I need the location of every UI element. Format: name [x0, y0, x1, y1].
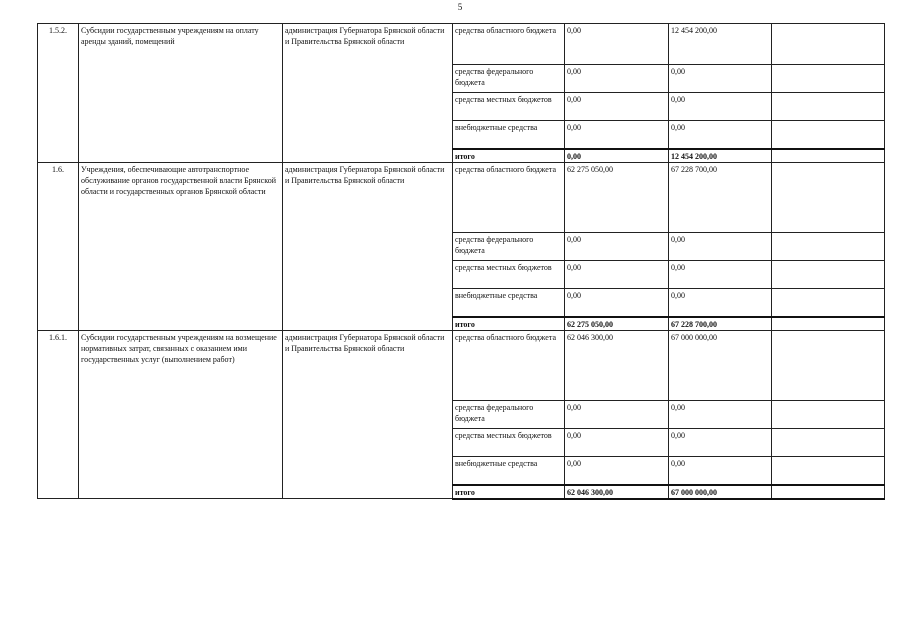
empty-cell [772, 289, 885, 317]
empty-cell [772, 317, 885, 331]
empty-cell [772, 485, 885, 499]
amount-value-1: 0,00 [565, 401, 669, 429]
budget-table [37, 23, 885, 500]
amount-value-2: 0,00 [669, 65, 772, 93]
page-number: 5 [457, 2, 463, 12]
empty-cell [772, 429, 885, 457]
empty-cell [772, 121, 885, 149]
empty-cell [772, 93, 885, 121]
funding-source: средства федерального бюджета [453, 401, 565, 429]
amount-value-1: 0,00 [565, 429, 669, 457]
amount-value-1: 0,00 [565, 149, 669, 163]
section-executor: администрация Губернатора Брянской области и Правительства Брянской области [283, 331, 453, 499]
amount-value-1: 62 275 050,00 [565, 163, 669, 233]
amount-value-2: 67 228 700,00 [669, 317, 772, 331]
funding-source: средства местных бюджетов [453, 93, 565, 121]
table-row [38, 163, 885, 233]
funding-source: средства областного бюджета [453, 24, 565, 65]
empty-cell [772, 261, 885, 289]
amount-value-2: 0,00 [669, 121, 772, 149]
funding-source: средства областного бюджета [453, 163, 565, 233]
amount-value-2: 0,00 [669, 233, 772, 261]
amount-value-2: 0,00 [669, 261, 772, 289]
funding-source: средства местных бюджетов [453, 429, 565, 457]
funding-source: средства областного бюджета [453, 331, 565, 401]
empty-cell [772, 457, 885, 485]
empty-cell [772, 149, 885, 163]
funding-source: средства федерального бюджета [453, 65, 565, 93]
amount-value-2: 67 228 700,00 [669, 163, 772, 233]
empty-cell [772, 24, 885, 65]
funding-source: средства федерального бюджета [453, 233, 565, 261]
amount-value-2: 0,00 [669, 289, 772, 317]
amount-value-1: 0,00 [565, 24, 669, 65]
amount-value-1: 0,00 [565, 261, 669, 289]
amount-value-1: 62 046 300,00 [565, 331, 669, 401]
amount-value-1: 0,00 [565, 289, 669, 317]
section-description: Субсидии государственным учреждениям на оплату аренды зданий, помещений [79, 24, 283, 163]
section-executor: администрация Губернатора Брянской области и Правительства Брянской области [283, 24, 453, 163]
empty-cell [772, 65, 885, 93]
table-row [38, 24, 885, 65]
amount-value-1: 0,00 [565, 233, 669, 261]
section-executor: администрация Губернатора Брянской области и Правительства Брянской области [283, 163, 453, 331]
funding-source: итого [453, 149, 565, 163]
empty-cell [772, 233, 885, 261]
funding-source: внебюджетные средства [453, 457, 565, 485]
amount-value-2: 0,00 [669, 429, 772, 457]
funding-source: итого [453, 317, 565, 331]
funding-source: внебюджетные средства [453, 289, 565, 317]
amount-value-1: 0,00 [565, 457, 669, 485]
amount-value-2: 0,00 [669, 401, 772, 429]
funding-source: внебюджетные средства [453, 121, 565, 149]
funding-source: средства местных бюджетов [453, 261, 565, 289]
amount-value-1: 0,00 [565, 65, 669, 93]
section-description: Учреждения, обеспечивающие автотранспортное обслуживание органов государственной власти Брянской области и государственных органов Брянской области [79, 163, 283, 331]
empty-cell [772, 163, 885, 233]
amount-value-2: 0,00 [669, 457, 772, 485]
section-number: 1.6. [38, 163, 79, 331]
empty-cell [772, 401, 885, 429]
amount-value-1: 62 275 050,00 [565, 317, 669, 331]
amount-value-2: 67 000 000,00 [669, 331, 772, 401]
amount-value-2: 0,00 [669, 93, 772, 121]
funding-source: итого [453, 485, 565, 499]
amount-value-1: 0,00 [565, 93, 669, 121]
table-row [38, 331, 885, 401]
empty-cell [772, 331, 885, 401]
section-description: Субсидии государственным учреждениям на возмещение нормативных затрат, связанных с оказанием ими государственных услуг (выполнением работ) [79, 331, 283, 499]
amount-value-2: 67 000 000,00 [669, 485, 772, 499]
amount-value-1: 62 046 300,00 [565, 485, 669, 499]
amount-value-1: 0,00 [565, 121, 669, 149]
amount-value-2: 12 454 200,00 [669, 24, 772, 65]
section-number: 1.6.1. [38, 331, 79, 499]
section-number: 1.5.2. [38, 24, 79, 163]
amount-value-2: 12 454 200,00 [669, 149, 772, 163]
